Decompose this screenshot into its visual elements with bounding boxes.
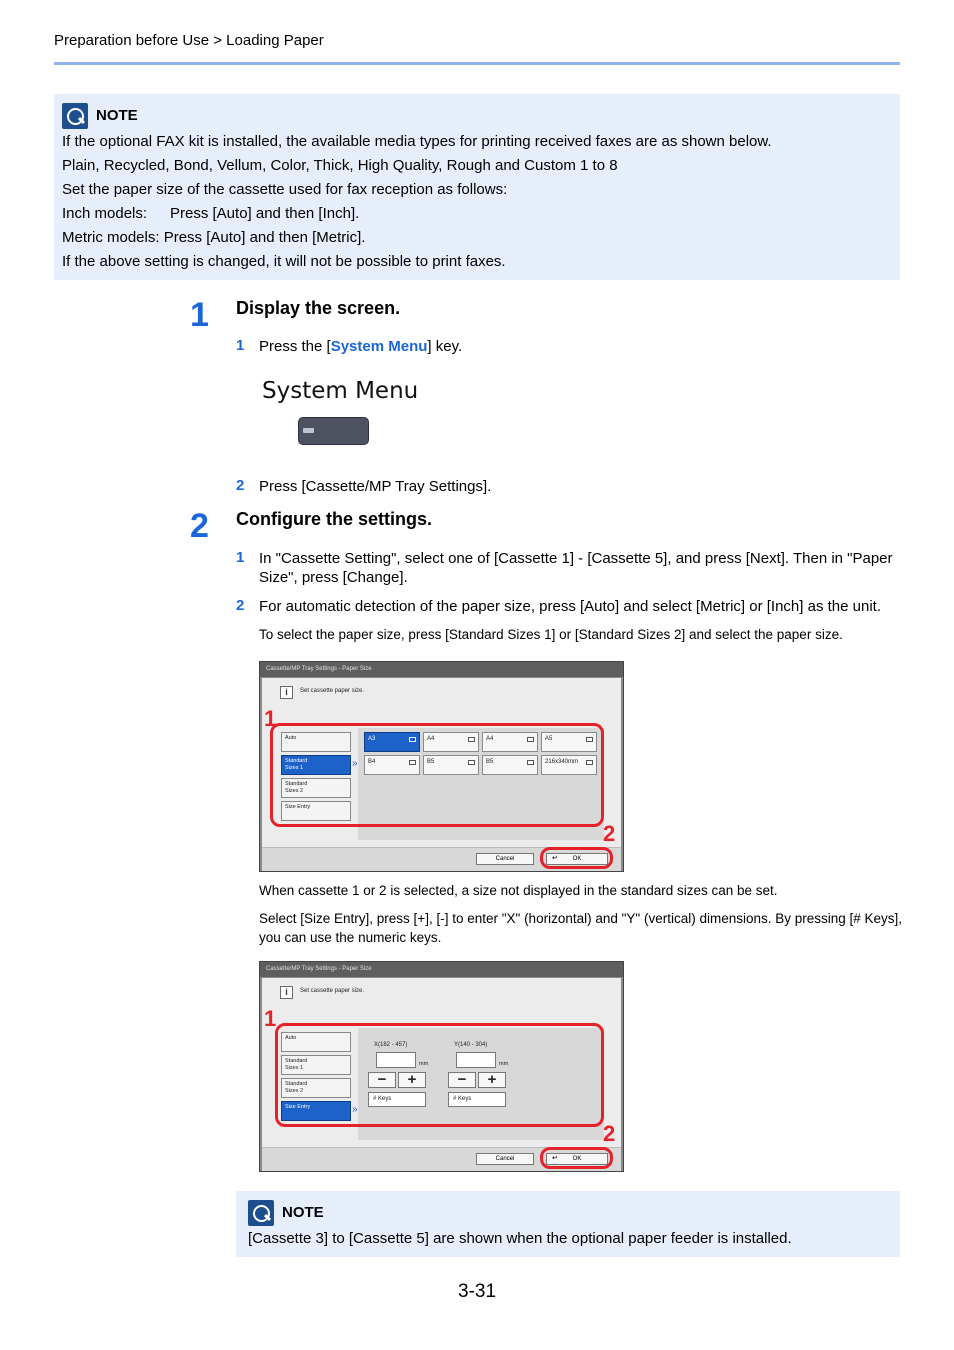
substep-text: Press [Cassette/MP Tray Settings]. — [259, 478, 492, 495]
size-label: A3 — [368, 736, 376, 742]
size-label: B5 — [486, 759, 494, 765]
note-line-inch — [62, 202, 892, 226]
x-plus-button[interactable]: + — [398, 1072, 426, 1088]
step-title: Configure the settings. — [236, 509, 433, 529]
size-label: B4 — [368, 759, 376, 765]
substep-number: 1 — [236, 549, 245, 566]
callout-number: 2 — [603, 1121, 616, 1146]
note-line: Plain, Recycled, Bond, Vellum, Color, Thick, High Quality, Rough and Custom 1 to 8 — [62, 157, 618, 174]
system-menu-key-label: System Menu — [262, 378, 419, 404]
unit-label: mm — [499, 1061, 509, 1067]
selection-arrow-icon: » — [352, 1104, 358, 1115]
system-menu-key-reference: System Menu — [330, 338, 428, 355]
enter-icon: ↵ — [552, 1155, 558, 1162]
auto-button[interactable]: Auto — [281, 1032, 351, 1052]
cancel-button[interactable]: Cancel — [476, 1153, 534, 1165]
substep-number: 2 — [236, 477, 245, 494]
note-magnifier-icon — [62, 103, 88, 129]
size-label: A5 — [545, 736, 553, 742]
screen-title: Cassette/MP Tray Settings - Paper Size — [260, 962, 623, 977]
substep-number: 2 — [236, 597, 245, 614]
screen-info: Set cassette paper size. — [300, 688, 365, 694]
note-line: Set the paper size of the cassette used for fax reception as follows: — [62, 181, 508, 198]
cancel-button[interactable]: Cancel — [476, 853, 534, 865]
note-line: If the optional FAX kit is installed, the available media types for printing received faxes are as shown below. — [62, 133, 772, 150]
screen-info: Set cassette paper size. — [300, 988, 365, 994]
substep-text — [259, 337, 462, 356]
step-number: 2 — [190, 507, 209, 545]
inch-label: Inch models: — [62, 205, 148, 222]
size-label: A4 — [427, 736, 435, 742]
paragraph: Select [Size Entry], press [+], [-] to enter "X" (horizontal) and "Y" (vertical) dimensions. By pressing [# Keys], you can use the numeric keys. — [259, 911, 903, 945]
size-entry-button[interactable]: Size Entry — [281, 1101, 351, 1121]
size-label: B5 — [427, 759, 435, 765]
standard-sizes-2-button[interactable]: Standard Sizes 2 — [281, 778, 351, 798]
screen-title: Cassette/MP Tray Settings - Paper Size — [260, 662, 623, 677]
substep-number: 1 — [236, 337, 245, 354]
standard-sizes-1-button[interactable]: Standard Sizes 1 — [281, 755, 351, 775]
substep-text: In "Cassette Setting", select one of [Cassette 1] - [Cassette 5], and press [Next]. Then in "Paper Size", press [Change]. — [259, 550, 893, 586]
x-range-label: X(182 - 457) — [374, 1042, 408, 1048]
page-number: 3-31 — [458, 1281, 497, 1302]
ok-label: OK — [572, 1156, 582, 1162]
metric-label: Metric models: — [62, 229, 160, 246]
standard-sizes-2-button[interactable]: Standard Sizes 2 — [281, 1078, 351, 1098]
standard-sizes-1-button[interactable]: Standard Sizes 1 — [281, 1055, 351, 1075]
inch-text: Press [Auto] and then [Inch]. — [170, 205, 360, 222]
callout-number: 1 — [264, 706, 277, 731]
note-magnifier-icon — [248, 1200, 274, 1226]
note-line: [Cassette 3] to [Cassette 5] are shown when the optional paper feeder is installed. — [248, 1230, 792, 1247]
metric-text: Press [Auto] and then [Metric]. — [163, 229, 366, 246]
callout-ring — [540, 1147, 613, 1169]
y-number-keys-button[interactable]: # Keys — [448, 1092, 506, 1107]
info-icon: i — [280, 686, 293, 699]
note-header — [248, 1199, 888, 1227]
info-icon: i — [280, 986, 293, 999]
callout-ring — [540, 847, 613, 869]
note-line-metric — [62, 226, 892, 250]
breadcrumb: Preparation before Use > Loading Paper — [54, 32, 324, 49]
substep-text: For automatic detection of the paper size, press [Auto] and select [Metric] or [Inch] as the unit. — [259, 598, 881, 615]
paragraph: When cassette 1 or 2 is selected, a size not displayed in the standard sizes can be set. — [259, 883, 778, 898]
note-title: NOTE — [96, 107, 138, 124]
callout-ring — [275, 1023, 604, 1127]
ok-label: OK — [572, 856, 582, 862]
size-label: 216x340mm — [545, 759, 579, 765]
callout-number: 2 — [603, 821, 616, 846]
text-fragment: ] key. — [427, 338, 463, 355]
header-rule — [54, 62, 900, 65]
callout-ring — [270, 723, 604, 827]
y-plus-button[interactable]: + — [478, 1072, 506, 1088]
note-line: If the above setting is changed, it will not be possible to print faxes. — [62, 253, 506, 270]
y-minus-button[interactable]: − — [448, 1072, 476, 1088]
paragraph: To select the paper size, press [Standard Sizes 1] or [Standard Sizes 2] and select the paper size. — [259, 627, 843, 642]
unit-label: mm — [419, 1061, 429, 1067]
indicator-led-icon — [303, 428, 314, 433]
size-entry-button[interactable]: Size Entry — [281, 801, 351, 821]
x-minus-button[interactable]: − — [368, 1072, 396, 1088]
y-range-label: Y(140 - 304) — [454, 1042, 488, 1048]
step-number: 1 — [190, 296, 209, 334]
note-box-cassette — [236, 1191, 900, 1257]
text-fragment: Press the [ — [259, 338, 331, 355]
system-menu-key[interactable] — [298, 417, 369, 445]
note-box-fax — [54, 94, 900, 280]
auto-button[interactable]: Auto — [281, 732, 351, 752]
selection-arrow-icon: » — [352, 758, 358, 769]
x-number-keys-button[interactable]: # Keys — [368, 1092, 426, 1107]
size-label: A4 — [486, 736, 494, 742]
callout-number: 1 — [264, 1006, 277, 1031]
note-header — [62, 102, 892, 130]
note-title: NOTE — [282, 1204, 324, 1221]
enter-icon: ↵ — [552, 855, 558, 862]
step-title: Display the screen. — [236, 298, 401, 318]
